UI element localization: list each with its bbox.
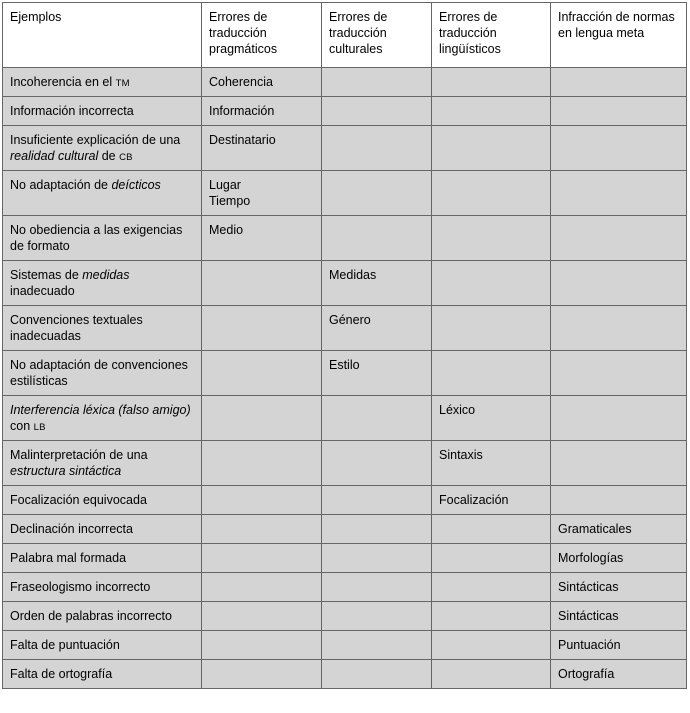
cell-ejemplo: Malinterpretación de una estructura sintáctica <box>3 441 202 486</box>
example-italic: realidad cultural <box>10 149 99 164</box>
cell-pragmatico <box>202 261 322 306</box>
cell-cultural <box>322 171 432 216</box>
cell-normas <box>551 261 687 306</box>
table-row <box>3 68 687 97</box>
cell-linguistico <box>432 126 551 171</box>
cell-ejemplo: Sistemas de medidas inadecuado <box>3 261 202 306</box>
example-italic: Interferencia léxica (falso amigo) <box>10 403 191 418</box>
cell-linguistico <box>432 660 551 689</box>
cell-normas <box>551 351 687 396</box>
cell-linguistico <box>432 631 551 660</box>
table-body <box>3 68 687 689</box>
cell-normas <box>551 396 687 441</box>
cell-pragmatico <box>202 544 322 573</box>
cell-linguistico <box>432 97 551 126</box>
cell-normas: Morfologías <box>551 544 687 573</box>
table-row <box>3 126 687 171</box>
table-row <box>3 544 687 573</box>
cell-ejemplo: No adaptación de convenciones estilísticas <box>3 351 202 396</box>
cell-ejemplo: No adaptación de deícticos <box>3 171 202 216</box>
cell-pragmatico <box>202 171 322 216</box>
cell-cultural <box>322 68 432 97</box>
cell-cultural <box>322 216 432 261</box>
cell-pragmatico <box>202 631 322 660</box>
cell-linguistico <box>432 68 551 97</box>
cell-pragmatico: Coherencia <box>202 68 322 97</box>
example-smallcaps: TM <box>115 78 130 89</box>
cell-ejemplo: Insuficiente explicación de una realidad cultural de CB <box>3 126 202 171</box>
cell-pragmatico <box>202 486 322 515</box>
table-row <box>3 441 687 486</box>
cell-linguistico <box>432 544 551 573</box>
cell-normas: Gramaticales <box>551 515 687 544</box>
cell-ejemplo: Información incorrecta <box>3 97 202 126</box>
cell-pragmatico <box>202 441 322 486</box>
cell-cultural <box>322 544 432 573</box>
column-header-linguisticos: Errores de traducción lingüísticos <box>432 3 551 68</box>
table-header <box>3 3 687 68</box>
cell-ejemplo: Falta de ortografía <box>3 660 202 689</box>
column-header-normas: Infracción de normas en lengua meta <box>551 3 687 68</box>
example-italic: estructura sintáctica <box>10 464 122 479</box>
cell-ejemplo: Focalización equivocada <box>3 486 202 515</box>
cell-cultural <box>322 660 432 689</box>
cell-cultural <box>322 396 432 441</box>
cell-ejemplo: Orden de palabras incorrecto <box>3 602 202 631</box>
table-row <box>3 216 687 261</box>
cell-cultural <box>322 486 432 515</box>
cell-cultural: Género <box>322 306 432 351</box>
table-row <box>3 396 687 441</box>
table-row <box>3 515 687 544</box>
table-row <box>3 602 687 631</box>
example-smallcaps: LB <box>33 422 46 434</box>
table-row <box>3 486 687 515</box>
cell-line: Tiempo <box>209 194 251 209</box>
cell-pragmatico: Información <box>202 97 322 126</box>
table-row <box>3 97 687 126</box>
cell-normas <box>551 171 687 216</box>
cell-normas: Ortografía <box>551 660 687 689</box>
cell-pragmatico <box>202 573 322 602</box>
column-header-pragmaticos: Errores de traducción pragmáticos <box>202 3 322 68</box>
cell-pragmatico <box>202 396 322 441</box>
cell-ejemplo: No obediencia a las exigencias de formato <box>3 216 202 261</box>
cell-pragmatico <box>202 515 322 544</box>
cell-normas: Sintácticas <box>551 573 687 602</box>
cell-normas <box>551 216 687 261</box>
cell-cultural <box>322 631 432 660</box>
table-row <box>3 261 687 306</box>
cell-pragmatico <box>202 306 322 351</box>
cell-normas <box>551 68 687 97</box>
example-italic: deícticos <box>111 178 161 193</box>
cell-pragmatico: Destinatario <box>202 126 322 171</box>
table-row <box>3 351 687 396</box>
cell-ejemplo: Interferencia léxica (falso amigo) con LB <box>3 396 202 441</box>
table-header-row <box>3 3 687 68</box>
cell-cultural <box>322 126 432 171</box>
cell-line: Lugar <box>209 178 241 193</box>
cell-pragmatico <box>202 602 322 631</box>
cell-ejemplo: Falta de puntuación <box>3 631 202 660</box>
column-header-ejemplos: Ejemplos <box>3 3 202 68</box>
cell-normas <box>551 441 687 486</box>
cell-normas: Sintácticas <box>551 602 687 631</box>
cell-pragmatico <box>202 351 322 396</box>
column-header-culturales: Errores de traducción culturales <box>322 3 432 68</box>
cell-pragmatico <box>202 660 322 689</box>
cell-ejemplo: Fraseologismo incorrecto <box>3 573 202 602</box>
cell-linguistico <box>432 573 551 602</box>
cell-normas <box>551 126 687 171</box>
table-row <box>3 171 687 216</box>
cell-linguistico: Focalización <box>432 486 551 515</box>
cell-normas <box>551 306 687 351</box>
cell-cultural: Estilo <box>322 351 432 396</box>
table-row <box>3 573 687 602</box>
example-smallcaps: CB <box>119 152 133 164</box>
cell-ejemplo: Convenciones textuales inadecuadas <box>3 306 202 351</box>
cell-ejemplo: Palabra mal formada <box>3 544 202 573</box>
cell-linguistico <box>432 515 551 544</box>
cell-linguistico <box>432 171 551 216</box>
cell-cultural <box>322 97 432 126</box>
cell-linguistico <box>432 306 551 351</box>
table-row <box>3 631 687 660</box>
cell-linguistico <box>432 351 551 396</box>
table-row <box>3 306 687 351</box>
cell-normas <box>551 97 687 126</box>
error-classification-table <box>2 2 687 689</box>
cell-pragmatico: Medio <box>202 216 322 261</box>
cell-ejemplo: Incoherencia en el TM <box>3 68 202 97</box>
cell-linguistico <box>432 261 551 306</box>
cell-cultural: Medidas <box>322 261 432 306</box>
cell-cultural <box>322 515 432 544</box>
cell-cultural <box>322 602 432 631</box>
cell-cultural <box>322 573 432 602</box>
example-italic: medidas <box>82 268 130 283</box>
cell-normas: Puntuación <box>551 631 687 660</box>
cell-normas <box>551 486 687 515</box>
cell-cultural <box>322 441 432 486</box>
cell-linguistico <box>432 602 551 631</box>
cell-linguistico: Sintaxis <box>432 441 551 486</box>
cell-linguistico: Léxico <box>432 396 551 441</box>
cell-ejemplo: Declinación incorrecta <box>3 515 202 544</box>
cell-linguistico <box>432 216 551 261</box>
table-row <box>3 660 687 689</box>
